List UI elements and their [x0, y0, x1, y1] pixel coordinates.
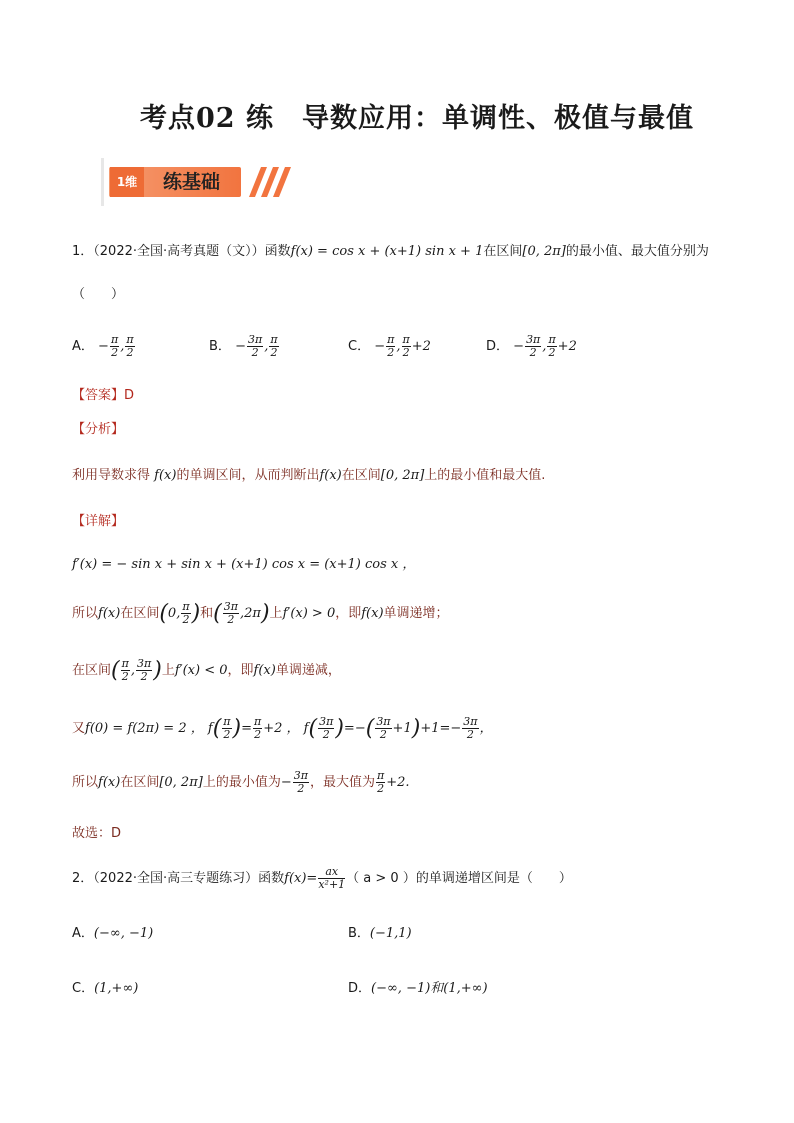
stem-text: 的最小值、最大值分别为 — [565, 244, 709, 259]
option-label: A． — [72, 339, 94, 354]
question-2-stem: 2．（2022·全国·高三专题练习）函数f(x)= $\frac{ax}{\text{x²+1}}$ （ a > 0 ）的单调递增区间是（ ） — [72, 865, 572, 891]
solution-line-2: 在区间( $\frac{\pi}{2}$ , $\frac{3\pi}{2}$ )上f′(x) < 0，即f(x)单调递减， — [72, 657, 341, 683]
question-1-stem — [72, 240, 709, 259]
answer-label: 【答案】 — [72, 388, 125, 403]
page-title: 考点02 练 导数应用：单调性、极值与最值 — [140, 103, 694, 134]
derivative-line: f′(x) = − sin x + sin x + (x+1) cos x = (x+1) cos x ， — [72, 557, 416, 572]
stem-condition: （ a > 0 ）的单调递增区间是（ ） — [346, 871, 572, 886]
q2-option-d[interactable]: D．(−∞, −1)和(1,+∞) — [348, 981, 488, 996]
question-number: 2． — [72, 871, 94, 886]
answer-line — [72, 384, 134, 403]
option-b[interactable]: B． − $\frac{3\pi}{2}$ , $\frac{\pi}{2}$ — [209, 333, 278, 359]
option-c[interactable]: C． − $\frac{\pi}{2}$ , $\frac{\pi}{2}$ +2 — [348, 333, 431, 359]
option-label: B． — [209, 339, 231, 354]
detail-label: 【详解】 — [72, 514, 125, 529]
banner-divider — [101, 158, 104, 206]
answer-value: D — [124, 388, 135, 403]
question-number: 1． — [72, 244, 94, 259]
q2-option-c[interactable]: C．(1,+∞) — [72, 981, 139, 996]
q2-option-a[interactable]: A．(−∞, −1) — [72, 926, 154, 941]
option-label: D． — [486, 339, 510, 354]
solution-line-1: 所以f(x)在区间(0, $\frac{\pi}{2}$ )和( $\frac{3\pi}{2}$ ,2π)上f′(x) > 0，即f(x)单调递增； — [72, 600, 449, 626]
option-label: C． — [348, 339, 371, 354]
option-d[interactable]: D． − $\frac{3\pi}{2}$ , $\frac{\pi}{2}$ +2 — [486, 333, 577, 359]
answer-paren: （ ） — [72, 287, 125, 302]
choice-line: 故选：D — [72, 826, 122, 841]
interval: [0, 2π] — [522, 244, 566, 259]
question-source: （2022·全国·高三专题练习）函数 — [93, 871, 285, 886]
q2-option-b[interactable]: B．(−1,1) — [348, 926, 412, 941]
solution-line-3: 又f(0) = f(2π) = 2 ， f( $\frac{\pi}{2}$ )= $\frac{\pi}{2}$ +2 ， f( $\frac{3\pi}{2}$ )=−( $\frac{3\pi}{2}$ +1)+1=− $\frac{3\pi}{2}$ ， — [72, 715, 493, 741]
option-a[interactable]: A． − $\frac{\pi}{2}$ , $\frac{\pi}{2}$ — [72, 333, 134, 359]
stem-text: 在区间 — [483, 244, 523, 259]
analysis-text: 利用导数求得 f(x)的单调区间，从而判断出f(x)在区间[0, 2π]上的最小值和最大值. — [72, 468, 546, 483]
stripes-icon — [249, 167, 291, 197]
banner-level-badge: 1维 — [110, 167, 144, 197]
analysis-label: 【分析】 — [72, 422, 125, 437]
section-banner — [101, 158, 291, 206]
function-expression: f(x) = cos x + (x+1) sin x + 1 — [290, 244, 484, 259]
question-source: （2022·全国·高考真题（文））函数 — [93, 244, 291, 259]
solution-line-4: 所以f(x)在区间[0, 2π]上的最小值为− $\frac{3\pi}{2}$ ，最大值为 $\frac{\pi}{2}$ +2. — [72, 769, 410, 795]
banner-label: 练基础 — [163, 171, 221, 193]
